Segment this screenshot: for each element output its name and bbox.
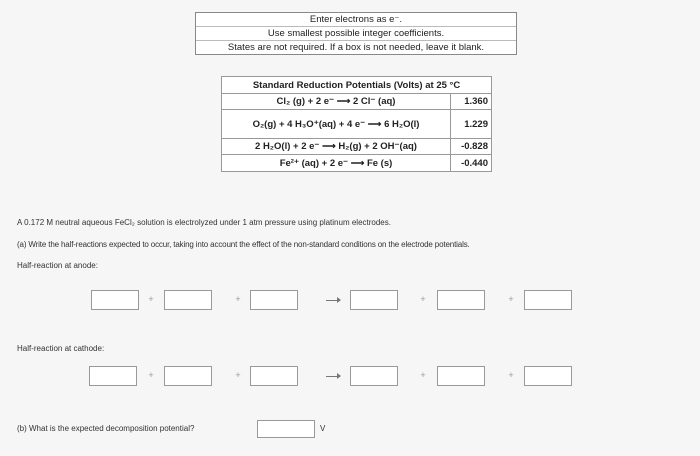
anode-box-3[interactable] — [250, 290, 298, 310]
cathode-box-3[interactable] — [250, 366, 298, 386]
instructions-box — [195, 12, 517, 55]
cathode-box-5[interactable] — [437, 366, 485, 386]
cathode-box-6[interactable] — [524, 366, 572, 386]
reduction-potentials-table — [221, 76, 492, 172]
table-row — [222, 155, 492, 172]
plus-sign: + — [508, 370, 514, 380]
plus-sign: + — [148, 370, 154, 380]
part-a-question: (a) Write the half-reactions expected to occur, taking into account the effect of the non-standard conditions on the electrode potentials. — [17, 240, 470, 249]
plus-sign: + — [508, 294, 514, 304]
anode-box-4[interactable] — [350, 290, 398, 310]
table-equation: O₂(g) + 4 H₃O⁺(aq) + 4 e⁻ ⟶ 6 H₂O(l) — [222, 110, 451, 139]
instruction-coefficients: Use smallest possible integer coefficients. — [196, 27, 516, 41]
table-row — [222, 94, 492, 110]
part-b-question: (b) What is the expected decomposition potential? — [17, 424, 195, 433]
table-potential: 1.229 — [451, 110, 492, 139]
table-equation: Fe²⁺ (aq) + 2 e⁻ ⟶ Fe (s) — [222, 155, 451, 172]
table-potential: -0.440 — [451, 155, 492, 172]
instruction-states: States are not required. If a box is not needed, leave it blank. — [227, 42, 485, 53]
plus-sign: + — [148, 294, 154, 304]
cathode-label: Half-reaction at cathode: — [17, 344, 105, 353]
table-row — [222, 110, 492, 139]
instruction-electrons: Enter electrons as e⁻. — [196, 13, 516, 27]
anode-box-6[interactable] — [524, 290, 572, 310]
cathode-box-2[interactable] — [164, 366, 212, 386]
plus-sign: + — [235, 370, 241, 380]
anode-box-5[interactable] — [437, 290, 485, 310]
anode-label: Half-reaction at anode: — [17, 261, 98, 270]
cathode-box-1[interactable] — [89, 366, 137, 386]
unit-label: V — [320, 424, 326, 433]
table-title: Standard Reduction Potentials (Volts) at 25 °C — [222, 77, 492, 94]
decomposition-potential-input[interactable] — [257, 420, 315, 438]
table-equation: 2 H₂O(l) + 2 e⁻ ⟶ H₂(g) + 2 OH⁻(aq) — [222, 139, 451, 155]
table-potential: -0.828 — [451, 139, 492, 155]
table-row — [222, 139, 492, 155]
reaction-arrow-icon — [326, 300, 340, 301]
table-equation: Cl₂ (g) + 2 e⁻ ⟶ 2 Cl⁻ (aq) — [222, 94, 451, 110]
anode-box-1[interactable] — [91, 290, 139, 310]
plus-sign: + — [420, 294, 426, 304]
anode-box-2[interactable] — [164, 290, 212, 310]
table-potential: 1.360 — [451, 94, 492, 110]
cathode-box-4[interactable] — [350, 366, 398, 386]
plus-sign: + — [235, 294, 241, 304]
reaction-arrow-icon — [326, 376, 340, 377]
problem-statement: A 0.172 M neutral aqueous FeCl₂ solution is electrolyzed under 1 atm pressure using platinum electrodes. — [17, 218, 391, 227]
plus-sign: + — [420, 370, 426, 380]
